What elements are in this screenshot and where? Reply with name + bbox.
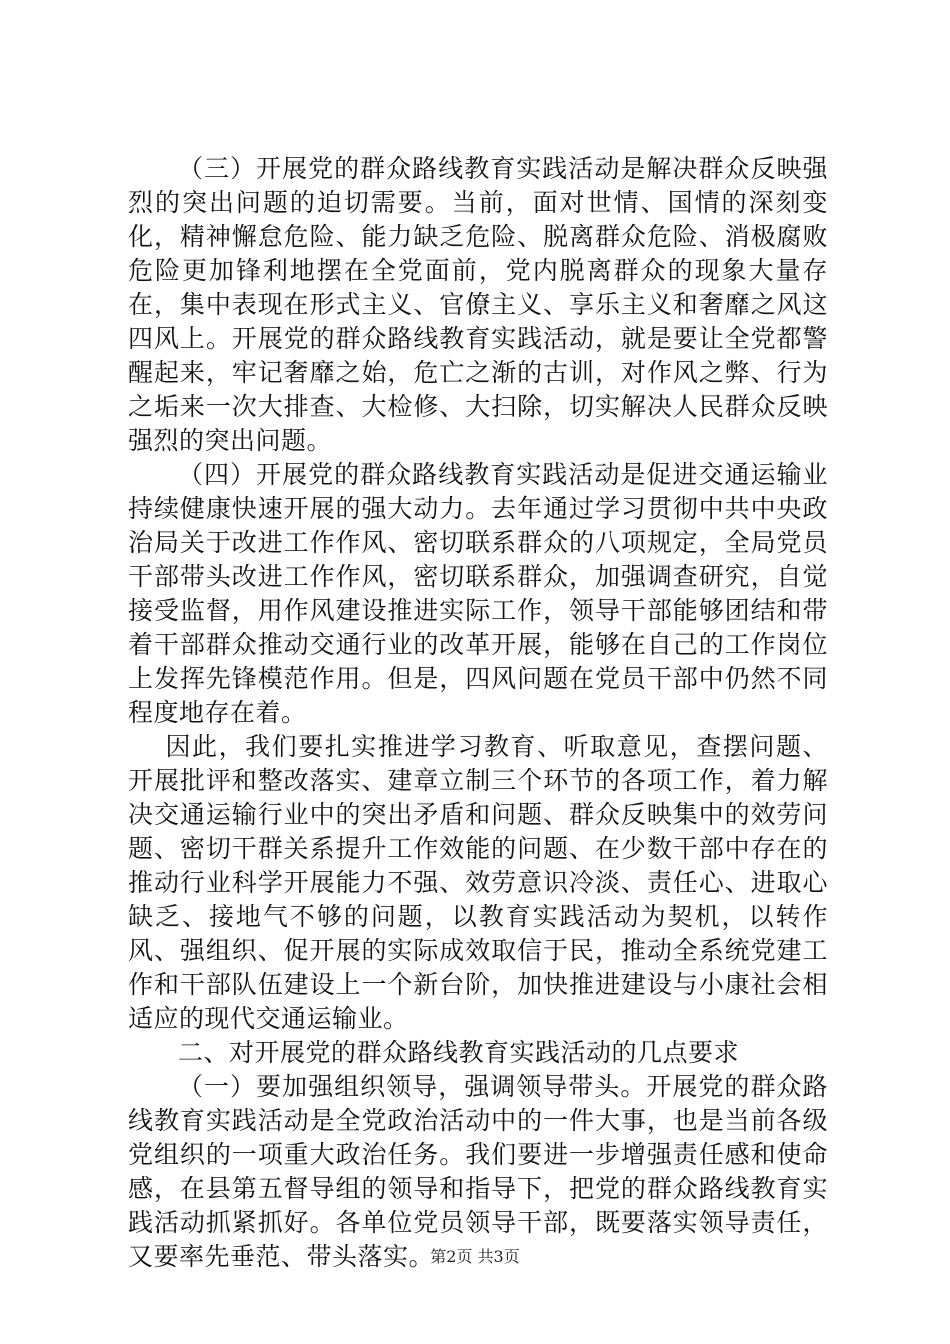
document-body <box>128 152 828 1274</box>
paragraph-section-four: （四）开展党的群众路线教育实践活动是促进交通运输业持续健康快速开展的强大动力。去年通过学习贯彻中共中央政治局关于改进工作作风、密切联系群众的八项规定，全局党员干部带头改进工作作风，密切联系群众，加强调查研究，自觉接受监督，用作风建设推进实际工作，领导干部能够团结和带着干部群众推动交通行业的改革开展，能够在自己的工作岗位上发挥先锋模范作用。但是，四风问题在党员干部中仍然不同程度地存在着。 <box>128 460 828 727</box>
paragraph-requirement-one: （一）要加强组织领导，强调领导带头。开展党的群众路线教育实践活动是全党政治活动中的一件大事，也是当前各级党组织的一项重大政治任务。我们要进一步增强责任感和使命感，在县第五督导组的领导和指导下，把党的群众路线教育实践活动抓紧抓好。各单位党员领导干部，既要落实领导责任，又要率先垂范、带头落实。 <box>128 1072 828 1271</box>
paragraph-therefore: 因此，我们要扎实推进学习教育、听取意见，查摆问题、开展批评和整改落实、建章立制三个环节的各项工作，着力解决交通运输行业中的突出矛盾和问题、群众反映集中的效劳问题、密切干群关系提升工作效能的问题、在少数干部中存在的推动行业科学开展能力不强、效劳意识冷淡、责任心、进取心缺乏、接地气不够的问题，以教育实践活动为契机，以转作风、强组织、促开展的实际成效取信于民，推动全系统党建工作和干部队伍建设上一个新台阶，加快推进建设与小康社会相适应的现代交通运输业。 <box>128 732 828 1033</box>
page-number-footer: 第2页 共3页 <box>430 1247 520 1266</box>
section-heading-requirements: 二、对开展党的群众路线教育实践活动的几点要求 <box>178 1038 740 1067</box>
paragraph-section-three: （三）开展党的群众路线教育实践活动是解决群众反映强烈的突出问题的迫切需要。当前，面对世情、国情的深刻变化，精神懈怠危险、能力缺乏危险、脱离群众危险、消极腐败危险更加锋利地摆在全党面前，党内脱离群众的现象大量存在，集中表现在形式主义、官僚主义、享乐主义和奢靡之风这四风上。开展党的群众路线教育实践活动，就是要让全党都警醒起来，牢记奢靡之始，危亡之渐的古训，对作风之弊、行为之垢来一次大排查、大检修、大扫除，切实解决人民群众反映强烈的突出问题。 <box>128 154 828 455</box>
